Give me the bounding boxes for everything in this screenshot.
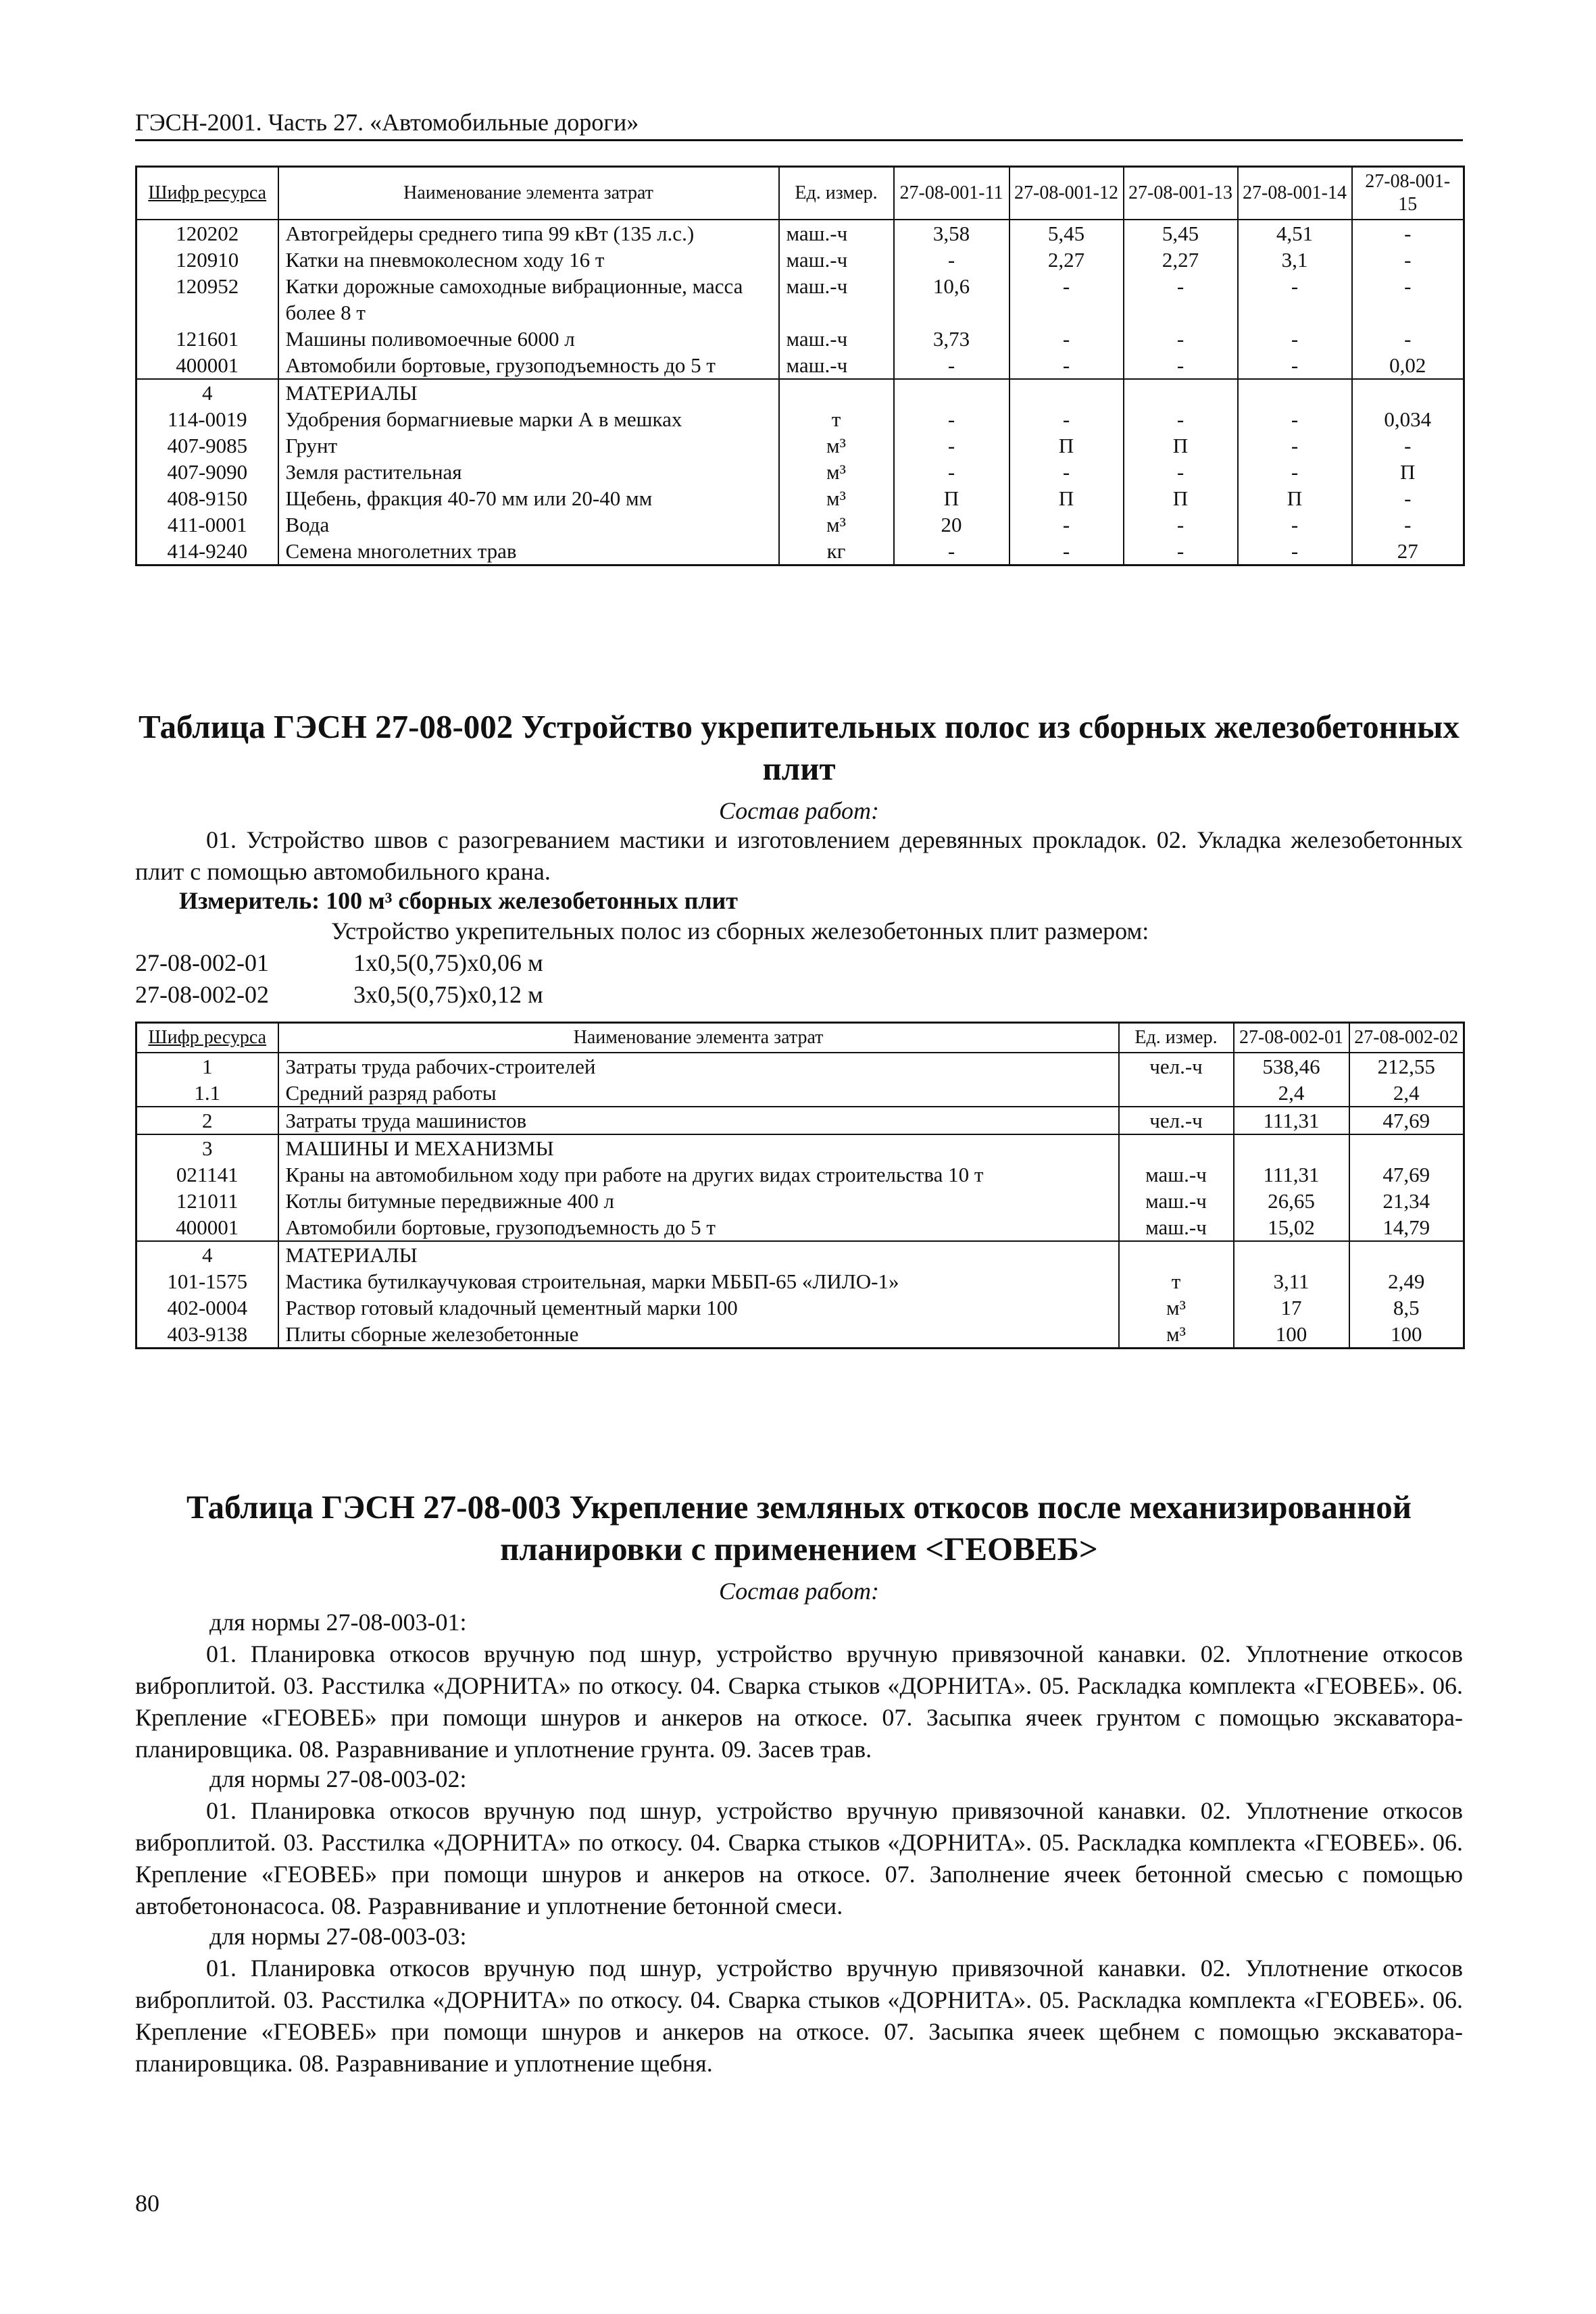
column-header: 27-08-001-13 <box>1124 167 1238 220</box>
table-row: 414-9240 Семена многолетних трав кг - - - - 27 <box>136 538 1464 565</box>
norm-label: для нормы 27-08-003-01: <box>209 1609 467 1636</box>
table-row: 121011 Котлы битумные передвижные 400 л маш.-ч 26,65 21,34 <box>136 1188 1464 1214</box>
table-row: 114-0019 Удобрения бормагниевые марки А в мешках т - - - - 0,034 <box>136 406 1464 432</box>
page-number: 80 <box>135 2190 159 2217</box>
resource-table-27-08-002 <box>135 1022 1465 1349</box>
column-header: 27-08-001-11 <box>894 167 1009 220</box>
table-title-27-08-003: Таблица ГЭСН 27-08-003 Укрепление земляных откосов после механизированной планировки с применением <ГЕОВЕБ> <box>186 1488 1412 1567</box>
table-row: 021141 Краны на автомобильном ходу при работе на других видах строительства 10 т маш.-ч 111,31 47,69 <box>136 1161 1464 1188</box>
column-header: Шифр ресурса <box>136 167 278 220</box>
table-row: 408-9150 Щебень, фракция 40-70 мм или 20-40 мм м³ П П П П - <box>136 485 1464 511</box>
norm-code: 27-08-002-02 <box>135 981 269 1008</box>
table-row: 121601 Машины поливомоечные 6000 л маш.-ч 3,73 - - - - <box>136 326 1464 352</box>
column-header: Наименование элемента затрат <box>278 1023 1119 1053</box>
resource-table-27-08-001 <box>135 166 1465 566</box>
table-row: 400001 Автомобили бортовые, грузоподъемность до 5 т маш.-ч 15,02 14,79 <box>136 1214 1464 1241</box>
table-row: 120952 Катки дорожные самоходные вибрационные, масса более 8 т маш.-ч 10,6 - - - - <box>136 273 1464 326</box>
column-header: 27-08-002-02 <box>1349 1023 1464 1053</box>
column-header: 27-08-001-15 <box>1352 167 1464 220</box>
column-header: 27-08-002-01 <box>1234 1023 1349 1053</box>
description-line: Устройство укрепительных полос из сборных железобетонных плит размером: <box>331 917 1149 945</box>
norm-label: для нормы 27-08-003-03: <box>209 1923 467 1950</box>
table-title-27-08-002: Таблица ГЭСН 27-08-002 Устройство укрепительных полос из сборных железобетонных плит <box>139 708 1460 787</box>
table-header-row <box>136 1023 1464 1053</box>
norm-label: для нормы 27-08-003-02: <box>209 1765 467 1792</box>
column-header: 27-08-001-14 <box>1238 167 1352 220</box>
composition-label: Состав работ: <box>719 1578 879 1605</box>
composition-text: 01. Планировка откосов вручную под шнур, устройство вручную привязочной канавки. 02. Уплотнение откосов виброплитой. 03. Расстилка «ДОРНИТА» по откосу. 04. Сварка стыков «ДОРНИТА». 05. Раскладка комплекта «ГЕОВЕБ». 06. Крепление «ГЕОВЕБ» при помощи шнуров и анкеров на откосе. 07. Засыпка ячеек щебнем с помощью экскаватора-планировщика. 08. Разравнивание и уплотнение щебня. <box>135 1955 1463 2077</box>
column-header: 27-08-001-12 <box>1009 167 1124 220</box>
section-row-materials: 4 МАТЕРИАЛЫ <box>136 1241 1464 1268</box>
table-row: 101-1575 Мастика бутилкаучуковая строительная, марки МББП-65 «ЛИЛО-1» т 3,11 2,49 <box>136 1268 1464 1294</box>
column-header: Ед. измер. <box>1119 1023 1234 1053</box>
table-row: 407-9085 Грунт м³ - П П - - <box>136 432 1464 459</box>
table-row: 1.1 Средний разряд работы 2,4 2,4 <box>136 1080 1464 1107</box>
column-header: Шифр ресурса <box>136 1023 278 1053</box>
table-row: 400001 Автомобили бортовые, грузоподъемность до 5 т маш.-ч - - - - 0,02 <box>136 352 1464 379</box>
norm-text: 3х0,5(0,75)х0,12 м <box>353 981 543 1008</box>
table-header-row <box>136 167 1464 220</box>
section-row-materials: 4 МАТЕРИАЛЫ <box>136 379 1464 406</box>
composition-text: 01. Планировка откосов вручную под шнур, устройство вручную привязочной канавки. 02. Уплотнение откосов виброплитой. 03. Расстилка «ДОРНИТА» по откосу. 04. Сварка стыков «ДОРНИТА». 05. Раскладка комплекта «ГЕОВЕБ». 06. Крепление «ГЕОВЕБ» при помощи шнуров и анкеров на откосе. 07. Засыпка ячеек грунтом с помощью экскаватора-планировщика. 08. Разравнивание и уплотнение грунта. 09. Засев трав. <box>135 1640 1463 1763</box>
composition-label: Состав работ: <box>719 797 879 824</box>
composition-text: 01. Устройство швов с разогреванием мастики и изготовлением деревянных прокладок. 02. Укладка железобетонных плит с помощью автомобильного крана. <box>135 826 1463 885</box>
column-header: Ед. измер. <box>779 167 894 220</box>
table-row: 411-0001 Вода м³ 20 - - - - <box>136 511 1464 538</box>
composition-text: 01. Планировка откосов вручную под шнур, устройство вручную привязочной канавки. 02. Уплотнение откосов виброплитой. 03. Расстилка «ДОРНИТА» по откосу. 04. Сварка стыков «ДОРНИТА». 05. Раскладка комплекта «ГЕОВЕБ». 06. Крепление «ГЕОВЕБ» при помощи шнуров и анкеров на откосе. 07. Заполнение ячеек бетонной смесью с помощью автобетононасоса. 08. Разравнивание и уплотнение бетонной смеси. <box>135 1797 1463 1919</box>
section-row-machines: 3 МАШИНЫ И МЕХАНИЗМЫ <box>136 1134 1464 1161</box>
table-row: 403-9138 Плиты сборные железобетонные м³ 100 100 <box>136 1321 1464 1349</box>
table-row: 407-9090 Земля растительная м³ - - - - П <box>136 459 1464 485</box>
table-row: 1 Затраты труда рабочих-строителей чел.-ч 538,46 212,55 <box>136 1053 1464 1080</box>
table-row: 2 Затраты труда машинистов чел.-ч 111,31 47,69 <box>136 1107 1464 1134</box>
table-row: 120910 Катки на пневмоколесном ходу 16 т маш.-ч - 2,27 2,27 3,1 - <box>136 247 1464 273</box>
norm-text: 1х0,5(0,75)х0,06 м <box>353 949 543 976</box>
norm-code: 27-08-002-01 <box>135 949 269 976</box>
running-header: ГЭСН-2001. Часть 27. «Автомобильные дороги» <box>135 107 1463 141</box>
measure-line: Измеритель: 100 м³ сборных железобетонных плит <box>179 887 738 914</box>
table-row: 402-0004 Раствор готовый кладочный цементный марки 100 м³ 17 8,5 <box>136 1294 1464 1321</box>
column-header: Наименование элемента затрат <box>278 167 779 220</box>
table-row: 120202 Автогрейдеры среднего типа 99 кВт (135 л.с.) маш.-ч 3,58 5,45 5,45 4,51 - <box>136 220 1464 247</box>
